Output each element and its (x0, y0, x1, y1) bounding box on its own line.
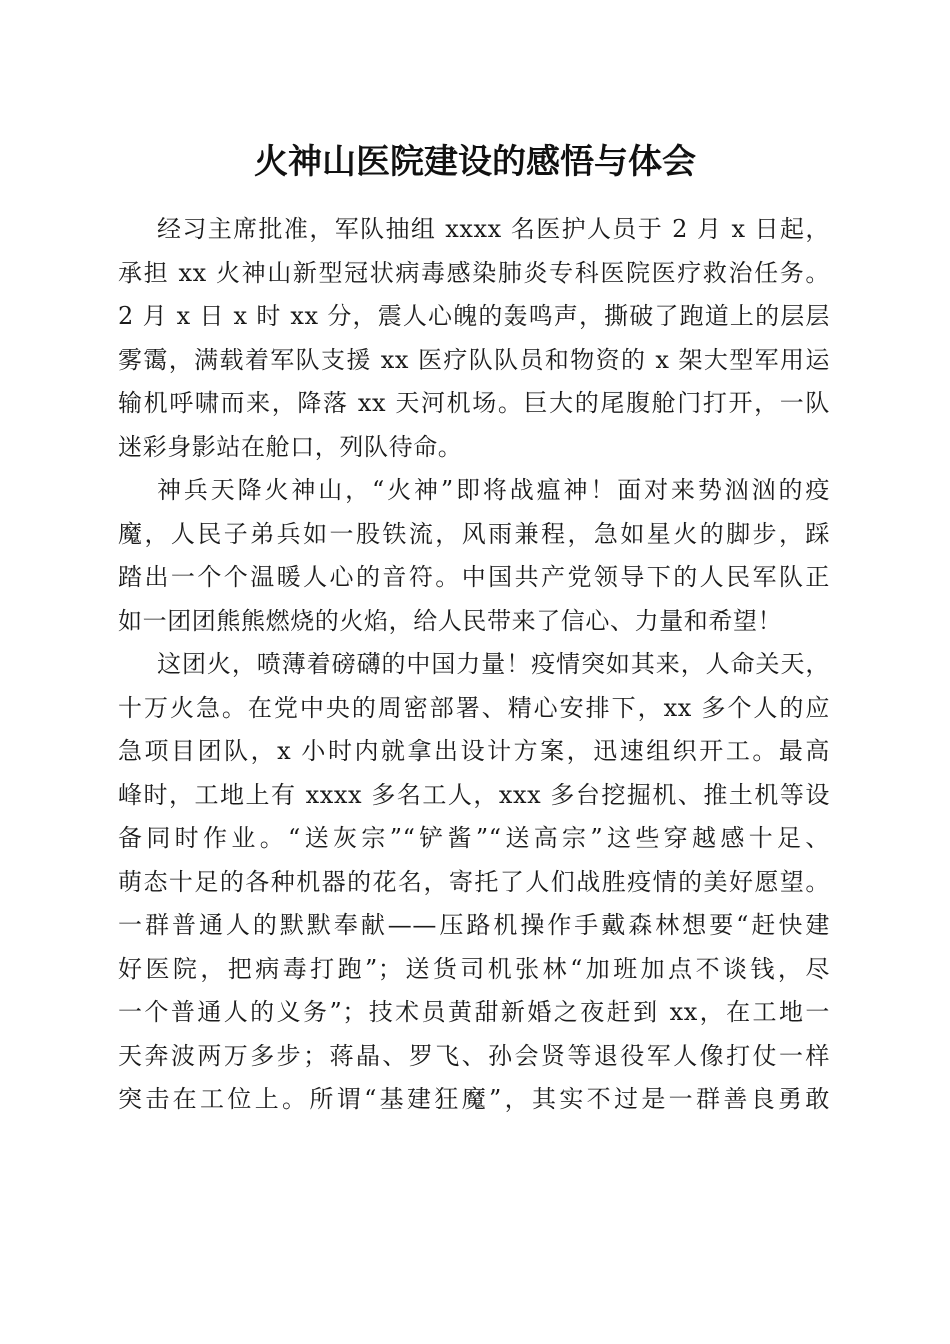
text-line: 天奔波两万多步；蒋晶、罗飞、孙会贤等退役军人像打仗一样 (118, 1041, 830, 1070)
text-line: 十万火急。在党中央的周密部署、精心安排下，xx 多个人的应 (118, 693, 830, 722)
text-line: 神兵天降火神山，“火神”即将战瘟神！面对来势汹汹的疫 (157, 476, 830, 504)
text-line: 这团火，喷薄着磅礴的中国力量！疫情突如其来，人命关天， (157, 650, 830, 678)
text-line: 魔，人民子弟兵如一股铁流，风雨兼程，急如星火的脚步，踩 (118, 519, 830, 548)
text-line: 经习主席批准，军队抽组 xxxx 名医护人员于 2 月 x 日起， (157, 215, 830, 243)
text-line: 2 月 x 日 x 时 xx 分，震人心魄的轰鸣声，撕破了跑道上的层层 (118, 302, 830, 330)
text-line: 一群普通人的默默奉献——压路机操作手戴森林想要“赶快建 (118, 911, 830, 939)
text-line: 迷彩身影站在舱口，列队待命。 (118, 432, 463, 461)
text-line: 备同时作业。“送灰宗”“铲酱”“送高宗”这些穿越感十足、 (118, 824, 830, 852)
text-line: 承担 xx 火神山新型冠状病毒感染肺炎专科医院医疗救治任务。 (118, 258, 830, 287)
document-body (118, 208, 830, 1122)
text-line: 萌态十足的各种机器的花名，寄托了人们战胜疫情的美好愿望。 (118, 867, 830, 896)
text-line: 一个普通人的义务”；技术员黄甜新婚之夜赶到 xx，在工地一 (118, 998, 830, 1026)
text-line: 输机呼啸而来，降落 xx 天河机场。巨大的尾腹舱门打开，一队 (118, 389, 830, 417)
text-line: 峰时，工地上有 xxxx 多名工人，xxx 多台挖掘机、推土机等设 (118, 780, 830, 809)
text-line: 突击在工位上。所谓“基建狂魔”，其实不过是一群善良勇敢 (118, 1085, 830, 1113)
text-line: 急项目团队，x 小时内就拿出设计方案，迅速组织开工。最高 (118, 737, 830, 765)
document-title: 火神山医院建设的感悟与体会 (254, 142, 696, 182)
text-line: 雾霭，满载着军队支援 xx 医疗队队员和物资的 x 架大型军用运 (118, 345, 830, 374)
text-line: 踏出一个个温暖人心的音符。中国共产党领导下的人民军队正 (118, 563, 830, 591)
text-line: 好医院，把病毒打跑”；送货司机张林“加班加点不谈钱，尽 (118, 954, 830, 983)
text-line: 如一团团熊熊燃烧的火焰，给人民带来了信心、力量和希望！ (118, 606, 783, 635)
